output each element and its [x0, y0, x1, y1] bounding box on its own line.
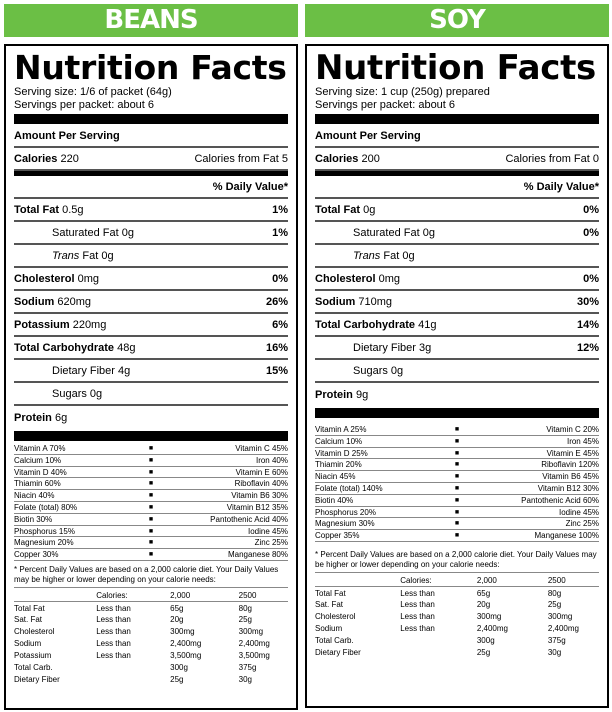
vitamin-row: [315, 448, 599, 460]
vitamin-left: Phosphorus 15%: [14, 526, 75, 536]
nutrient-row-total-fat: [315, 199, 599, 222]
vitamin-row: [14, 478, 288, 490]
vitamin-left: Magnesium 20%: [14, 538, 74, 548]
table-row: Potassium Less than 3,500mg 3,500mg: [14, 651, 270, 661]
nutrient-row-total-fat: [14, 199, 288, 222]
nutrient-dv: 0%: [583, 203, 599, 216]
vitamin-row: [14, 490, 288, 502]
bullet-icon: ■: [148, 456, 154, 464]
nutrient-dv: 0%: [583, 272, 599, 285]
beans-nutrition-label: [4, 44, 298, 710]
nutrient-amount: 4g: [118, 364, 131, 377]
vitamins-grid: [315, 424, 599, 542]
nutrient-amount: 0g: [363, 203, 376, 216]
nutrient-dv: 16%: [265, 341, 288, 354]
vitamin-left: Folate (total) 140%: [315, 483, 383, 493]
vitamin-row: [315, 483, 599, 495]
vitamins-grid: [14, 443, 288, 561]
nutrient-row-saturated-fat: [315, 222, 599, 245]
vitamin-right: Riboflavin 120%: [541, 460, 599, 470]
bullet-icon: ■: [148, 503, 154, 511]
footnote: * Percent Daily Values are based on a 2,000 calorie diet. Your Daily Values may be higher or lower depending on your calorie needs:: [315, 550, 599, 573]
vitamin-row: [14, 502, 288, 514]
vitamin-left: Niacin 40%: [14, 491, 55, 501]
bullet-icon: ■: [454, 426, 460, 433]
vitamin-right: Zinc 25%: [254, 538, 288, 548]
reference-table: [315, 575, 599, 659]
nutrient-row-total-carbohydrate: [14, 337, 288, 360]
calories-from-fat: Calories from Fat 5: [194, 152, 288, 165]
nutrient-amount: 220mg: [72, 318, 107, 331]
serving-size: Serving size: 1 cup (250g) prepared: [315, 86, 490, 98]
vitamin-row: [14, 537, 288, 549]
daily-value-header: % Daily Value*: [315, 176, 599, 199]
vitamin-right: Iron 40%: [255, 455, 288, 465]
calories-value: 200: [361, 152, 380, 165]
table-row: Dietary Fiber 25g 30g: [14, 675, 253, 685]
nutrient-label: Protein: [315, 388, 353, 401]
vitamin-left: Thiamin 60%: [14, 479, 61, 489]
bullet-icon: ■: [454, 520, 460, 528]
soy-nutrition-label: [305, 44, 609, 708]
vitamin-right: Vitamin B12 35%: [226, 502, 288, 512]
nutrient-row-trans-fat: [315, 245, 599, 268]
servings-per-packet: Servings per packet: about 6: [14, 99, 155, 111]
nutrient-label: Trans: [52, 249, 80, 262]
amount-per-serving: Amount Per Serving: [14, 124, 288, 148]
vitamin-row: [315, 459, 599, 471]
table-row: Total Carb. 300g 375g: [315, 636, 566, 646]
nutrient-dv: 0%: [272, 272, 288, 285]
nutrient-amount: 0mg: [77, 272, 99, 285]
vitamin-left: Calcium 10%: [315, 436, 363, 446]
nutrient-label: Total Fat: [14, 203, 60, 216]
nutrient-amount: 0.5g: [62, 203, 84, 216]
nutrient-row-cholesterol: [315, 268, 599, 291]
serving-size: Serving size: 1/6 of packet (64g): [14, 86, 172, 98]
vitamin-right: Pantothenic Acid 40%: [210, 514, 288, 524]
nutrition-facts-title: Nutrition Facts: [14, 48, 287, 87]
vitamin-left: Copper 35%: [315, 531, 360, 541]
vitamin-row: [14, 549, 288, 561]
nutrient-label: Cholesterol: [14, 272, 75, 285]
nutrient-dv: 1%: [272, 226, 288, 239]
nutrient-dv: 1%: [272, 203, 288, 216]
vitamin-right: Vitamin C 45%: [235, 444, 288, 453]
table-row: Total Fat Less than 65g 80g: [315, 588, 562, 598]
bullet-icon: ■: [454, 437, 460, 445]
bullet-icon: ■: [148, 480, 154, 488]
nutrient-label: Sugars: [353, 364, 388, 377]
vitamin-right: Pantothenic Acid 60%: [521, 495, 599, 505]
nutrient-label: Trans: [353, 249, 381, 262]
vitamin-right: Iron 45%: [566, 436, 599, 446]
bullet-icon: ■: [454, 508, 460, 516]
thick-divider: [315, 408, 599, 418]
daily-value-header: % Daily Value*: [14, 176, 288, 199]
calories-row: [315, 148, 599, 171]
thick-divider: [14, 431, 288, 441]
vitamin-row: [315, 507, 599, 519]
table-row: Sat. Fat Less than 20g 25g: [315, 600, 562, 610]
nutrient-row-saturated-fat: [14, 222, 288, 245]
vitamin-row: [14, 514, 288, 526]
bullet-icon: ■: [148, 527, 154, 535]
nutrient-label: Total Fat: [315, 203, 361, 216]
nutrient-label: Cholesterol: [315, 272, 376, 285]
vitamin-left: Vitamin A 25%: [315, 425, 367, 434]
vitamin-right: Iodine 45%: [558, 507, 599, 517]
table-row: Sodium Less than 2,400mg 2,400mg: [14, 639, 270, 649]
nutrient-label: Sodium: [315, 295, 356, 308]
nutrient-row-potassium: [14, 314, 288, 337]
vitamin-left: Niacin 45%: [315, 472, 356, 482]
nutrient-row-dietary-fiber: [14, 360, 288, 383]
calories-label: Calories: [14, 152, 58, 165]
vitamin-left: Phosphorus 20%: [315, 507, 376, 517]
nutrient-row-cholesterol: [14, 268, 288, 291]
nutrient-amount: Fat 0g: [383, 249, 415, 262]
soy-column: [305, 4, 609, 658]
nutrient-label: Total Carbohydrate: [14, 341, 115, 354]
vitamin-left: Vitamin D 40%: [14, 467, 67, 477]
nutrient-label: Dietary Fiber: [353, 341, 416, 354]
vitamin-row: [315, 530, 599, 542]
vitamin-left: Vitamin D 25%: [315, 448, 368, 458]
bullet-icon: ■: [148, 539, 154, 547]
table-row: Cholesterol Less than 300mg 300mg: [14, 627, 264, 637]
vitamin-right: Vitamin B6 30%: [231, 491, 288, 501]
vitamin-row: [14, 455, 288, 467]
vitamin-row: [315, 436, 599, 448]
nutrient-label: Potassium: [14, 318, 70, 331]
reference-table: [14, 590, 288, 686]
vitamin-right: Vitamin C 20%: [546, 425, 599, 434]
nutrient-dv: 26%: [265, 295, 288, 308]
table-row: Total Fat Less than 65g 80g: [14, 603, 253, 613]
nutrient-row-dietary-fiber: [315, 337, 599, 360]
beans-header: BEANS: [4, 4, 298, 37]
nutrient-row-sodium: [315, 291, 599, 314]
nutrient-label: Total Carbohydrate: [315, 318, 416, 331]
vitamin-right: Iodine 45%: [247, 526, 288, 536]
nutrient-row-protein: [315, 383, 599, 406]
nutrient-row-sodium: [14, 291, 288, 314]
nutrient-dv: 14%: [576, 318, 599, 331]
vitamin-right: Zinc 25%: [565, 519, 599, 529]
nutrient-amount: 0g: [121, 226, 134, 239]
vitamin-left: Biotin 40%: [315, 495, 354, 505]
vitamin-row: [315, 495, 599, 507]
nutrient-label: Dietary Fiber: [52, 364, 115, 377]
nutrient-dv: 0%: [583, 226, 599, 239]
nutrient-amount: 48g: [117, 341, 136, 354]
table-row: Total Carb. 300g 375g: [14, 663, 257, 673]
vitamin-right: Vitamin E 45%: [546, 448, 599, 458]
nutrient-dv: 30%: [576, 295, 599, 308]
vitamin-left: Vitamin A 70%: [14, 444, 66, 453]
vitamin-left: Copper 30%: [14, 550, 59, 560]
nutrient-row-protein: [14, 406, 288, 429]
vitamin-right: Vitamin B6 45%: [542, 472, 599, 482]
nutrient-row-sugars: [315, 360, 599, 383]
servings-per-packet: Servings per packet: about 6: [315, 99, 456, 111]
nutrition-facts-title: Nutrition Facts: [315, 48, 596, 88]
thick-divider: [14, 114, 288, 124]
vitamin-row: [14, 467, 288, 479]
nutrient-label: Protein: [14, 411, 52, 424]
bullet-icon: ■: [148, 551, 154, 559]
vitamin-row: [315, 424, 599, 436]
vitamin-right: Riboflavin 40%: [234, 479, 288, 489]
nutrient-row-trans-fat: [14, 245, 288, 268]
nutrient-amount: 620mg: [57, 295, 92, 308]
nutrient-label: Saturated Fat: [52, 226, 119, 239]
vitamin-left: Thiamin 20%: [315, 460, 362, 470]
bullet-icon: ■: [148, 492, 154, 500]
bullet-icon: ■: [454, 496, 460, 504]
table-row: Dietary Fiber 25g 30g: [315, 648, 562, 658]
nutrient-row-sugars: [14, 383, 288, 406]
nutrient-amount: 9g: [355, 388, 369, 401]
vitamin-left: Biotin 30%: [14, 514, 53, 524]
vitamin-left: Calcium 10%: [14, 455, 62, 465]
soy-header: SOY: [305, 4, 609, 37]
amount-per-serving: Amount Per Serving: [315, 124, 599, 148]
nutrient-amount: 41g: [418, 318, 437, 331]
vitamin-row: [315, 518, 599, 530]
bullet-icon: ■: [454, 473, 460, 481]
vitamin-right: Manganese 100%: [534, 531, 599, 541]
nutrient-dv: 6%: [272, 318, 288, 331]
calories-from-fat: Calories from Fat 0: [505, 152, 599, 165]
bullet-icon: ■: [454, 484, 460, 492]
nutrient-amount: 0g: [422, 226, 435, 239]
nutrient-amount: 0g: [390, 364, 404, 377]
table-row: Calories: 2,000 2500: [315, 575, 599, 587]
thick-divider: [315, 114, 599, 124]
bullet-icon: ■: [148, 515, 154, 523]
vitamin-right: Manganese 80%: [227, 550, 288, 560]
nutrient-amount: 3g: [419, 341, 432, 354]
nutrient-dv: 12%: [576, 341, 599, 354]
nutrient-amount: 6g: [54, 411, 68, 424]
nutrient-amount: 710mg: [358, 295, 393, 308]
bullet-icon: ■: [148, 468, 154, 476]
bullet-icon: ■: [454, 532, 460, 540]
nutrient-label: Sodium: [14, 295, 55, 308]
beans-column: [4, 4, 298, 685]
vitamin-row: [315, 471, 599, 483]
bullet-icon: ■: [454, 449, 460, 457]
bullet-icon: ■: [454, 461, 460, 469]
calories-row: [14, 148, 288, 171]
footnote: * Percent Daily Values are based on a 2,000 calorie diet. Your Daily Values may be higher or lower depending on your calorie needs:: [14, 565, 288, 588]
vitamin-right: Vitamin B12 30%: [537, 483, 599, 493]
table-row: Sat. Fat Less than 20g 25g: [14, 615, 253, 625]
nutrient-dv: 15%: [265, 364, 288, 377]
nutrient-amount: Fat 0g: [82, 249, 114, 262]
vitamin-row: [14, 526, 288, 538]
nutrient-amount: 0g: [89, 387, 103, 400]
bullet-icon: ■: [148, 445, 154, 452]
nutrient-row-total-carbohydrate: [315, 314, 599, 337]
table-row: Calories: 2,000 2500: [14, 590, 288, 602]
nutrient-label: Sugars: [52, 387, 87, 400]
vitamin-row: [14, 443, 288, 455]
calories-label: Calories: [315, 152, 359, 165]
vitamin-left: Magnesium 30%: [315, 519, 375, 529]
table-row: Sodium Less than 2,400mg 2,400mg: [315, 624, 579, 634]
table-row: Cholesterol Less than 300mg 300mg: [315, 612, 573, 622]
vitamin-left: Folate (total) 80%: [14, 502, 78, 512]
nutrient-amount: 0mg: [378, 272, 400, 285]
calories-value: 220: [60, 152, 79, 165]
nutrient-label: Saturated Fat: [353, 226, 420, 239]
vitamin-right: Vitamin E 60%: [235, 467, 288, 477]
